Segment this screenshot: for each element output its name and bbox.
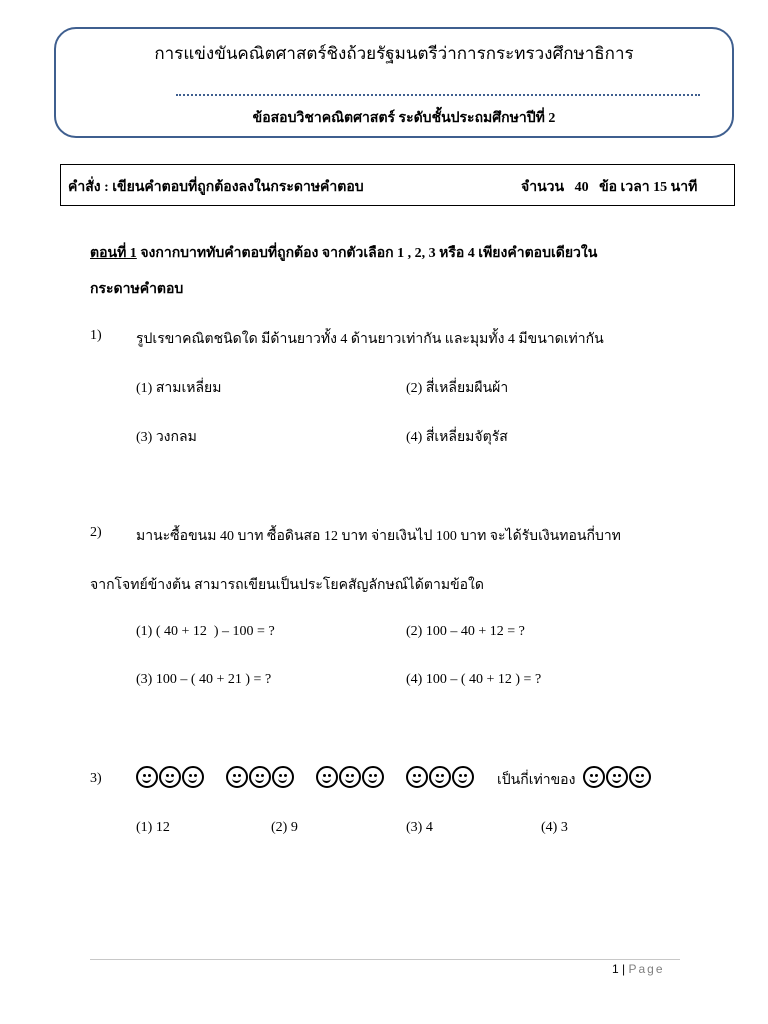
- page-footer: [612, 962, 665, 976]
- smiley-icon: [583, 766, 605, 788]
- answer-option[interactable]: (3) วงกลม: [136, 430, 197, 445]
- answer-option[interactable]: (3) 100 – ( 40 + 21 ) = ?: [136, 672, 272, 687]
- question-number: 2): [90, 525, 102, 540]
- page-word: Page: [628, 962, 665, 976]
- section-heading: [90, 242, 597, 264]
- footer-rule: [90, 959, 680, 960]
- page-number: 1: [612, 962, 619, 976]
- smiley-icon: [606, 766, 628, 788]
- smiley-icon: [182, 766, 204, 788]
- question-text: มานะซื้อขนม 40 บาท ซื้อดินสอ 12 บาท จ่ายเงินไป 100 บาท จะได้รับเงินทอนกี่บาท: [136, 529, 621, 544]
- instruction-count-time: จำนวน 40 ข้อ เวลา 15 นาที: [521, 180, 698, 195]
- instruction-text: คำสั่ง : เขียนคำตอบที่ถูกต้องลงในกระดาษคำตอบ: [68, 180, 364, 195]
- smiley-icon: [249, 766, 271, 788]
- answer-option[interactable]: (1) ( 40 + 12 ) – 100 = ?: [136, 624, 275, 639]
- smiley-icon: [452, 766, 474, 788]
- smiley-icon: [406, 766, 428, 788]
- smiley-icon: [159, 766, 181, 788]
- smiley-icon: [272, 766, 294, 788]
- smiley-group: [316, 766, 385, 788]
- smiley-group: [583, 766, 652, 788]
- header-dotted-rule: [176, 94, 700, 96]
- question-number: 1): [90, 328, 102, 343]
- smiley-icon: [339, 766, 361, 788]
- header-subtitle: ข้อสอบวิชาคณิตศาสตร์ ระดับชั้นประถมศึกษาปีที่ 2: [252, 111, 556, 126]
- question-text: เป็นกี่เท่าของ: [497, 773, 576, 788]
- answer-option[interactable]: (1) 12: [136, 820, 170, 835]
- answer-option[interactable]: (4) สี่เหลี่ยมจัตุรัส: [406, 430, 508, 445]
- smiley-icon: [362, 766, 384, 788]
- smiley-icon: [629, 766, 651, 788]
- question-text: รูปเรขาคณิตชนิดใด มีด้านยาวทั้ง 4 ด้านยาวเท่ากัน และมุมทั้ง 4 มีขนาดเท่ากัน: [136, 332, 604, 347]
- smiley-icon: [226, 766, 248, 788]
- question-text-line2: จากโจทย์ข้างต้น สามารถเขียนเป็นประโยคสัญลักษณ์ได้ตามข้อใด: [90, 578, 484, 593]
- smiley-icon: [316, 766, 338, 788]
- answer-option[interactable]: (1) สามเหลี่ยม: [136, 381, 222, 396]
- smiley-group: [136, 766, 205, 788]
- answer-option[interactable]: (4) 3: [541, 820, 568, 835]
- section-text-line2: กระดาษคำตอบ: [90, 282, 184, 297]
- smiley-group: [406, 766, 475, 788]
- smiley-icon: [429, 766, 451, 788]
- answer-option[interactable]: (2) 100 – 40 + 12 = ?: [406, 624, 525, 639]
- answer-option[interactable]: (2) 9: [271, 820, 298, 835]
- section-label: ตอนที่ 1: [90, 246, 137, 261]
- answer-option[interactable]: (3) 4: [406, 820, 433, 835]
- question-number: 3): [90, 771, 102, 786]
- page-separator: |: [618, 962, 629, 976]
- section-text-line1: จงกากบาททับคำตอบที่ถูกต้อง จากตัวเลือก 1 , 2, 3 หรือ 4 เพียงคำตอบเดียวใน: [136, 246, 598, 261]
- answer-option[interactable]: (2) สี่เหลี่ยมผืนผ้า: [406, 381, 509, 396]
- smiley-group: [226, 766, 295, 788]
- header-title: การแข่งขันคณิตศาสตร์ชิงถ้วยรัฐมนตรีว่าการกระทรวงศึกษาธิการ: [154, 44, 634, 63]
- answer-option[interactable]: (4) 100 – ( 40 + 12 ) = ?: [406, 672, 542, 687]
- smiley-icon: [136, 766, 158, 788]
